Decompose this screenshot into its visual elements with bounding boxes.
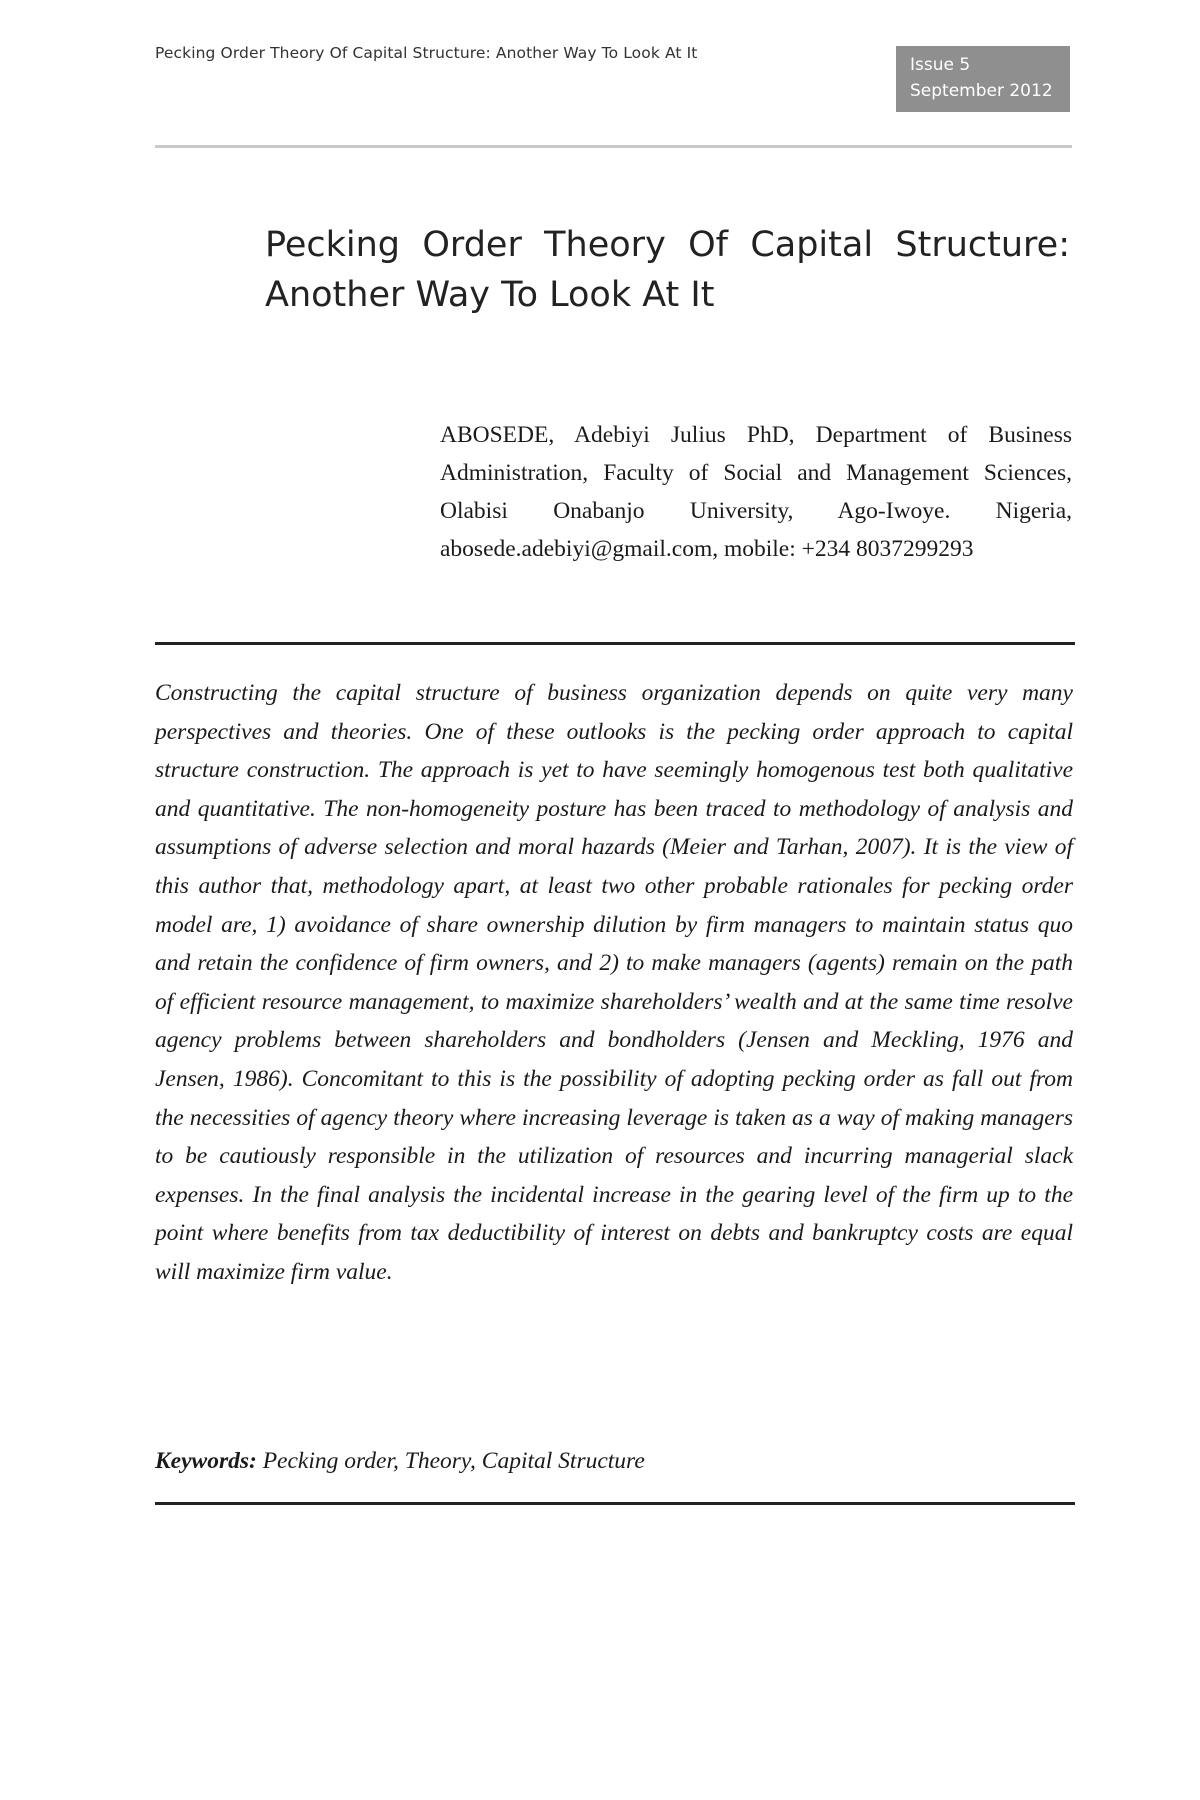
abstract-bottom-divider (155, 1502, 1075, 1505)
keywords (155, 1442, 1073, 1480)
issue-badge (896, 46, 1070, 112)
article-title (265, 220, 1070, 320)
running-header: Pecking Order Theory Of Capital Structure: Another Way To Look At It (155, 44, 698, 62)
header-divider (155, 145, 1072, 148)
title-line-1: Pecking Order Theory Of Capital Structure: (265, 225, 1070, 265)
author-affiliation: ABOSEDE, Adebiyi Julius PhD, Department of Business Administration, Faculty of Social and Management Sciences, Olabisi Onabanjo University, Ago-Iwoye. Nigeria, abosede.adebiyi@gmail.com, mobile: +234 8037299293 (440, 422, 1072, 562)
issue-number: Issue 5 (910, 55, 971, 75)
keywords-label: Keywords: (155, 1448, 257, 1474)
abstract-text: Constructing the capital structure of business organization depends on quite very many perspectives and theories. One of these outlooks is the pecking order approach to capital structure construction. The approach is yet to have seemingly homogenous test both qualitative and quantitative. The non-homogeneity posture has been traced to methodology of analysis and assumptions of adverse selection and moral hazards (Meier and Tarhan, 2007). It is the view of this author that, methodology apart, at least two other probable rationales for pecking order model are, 1) avoidance of share ownership dilution by firm managers to maintain status quo and retain the confidence of firm owners, and 2) to make managers (agents) remain on the path of efficient resource management, to maximize shareholders’ wealth and at the same time resolve agency problems between shareholders and bondholders (Jensen and Meckling, 1976 and Jensen, 1986). Concomitant to this is the possibility of adopting pecking order as fall out from the necessities of agency theory where increasing leverage is taken as a way of making managers to be cautiously responsible in the utilization of resources and incurring managerial slack expenses. In the final analysis the incidental increase in the gearing level of the firm up to the point where benefits from tax deductibility of interest on debts and bankruptcy costs are equal will maximize firm value. (155, 680, 1073, 1285)
keywords-list: Pecking order, Theory, Capital Structure (262, 1448, 645, 1474)
issue-date: September 2012 (910, 81, 1053, 101)
title-line-2: Another Way To Look At It (265, 275, 715, 315)
abstract-top-divider (155, 642, 1075, 645)
